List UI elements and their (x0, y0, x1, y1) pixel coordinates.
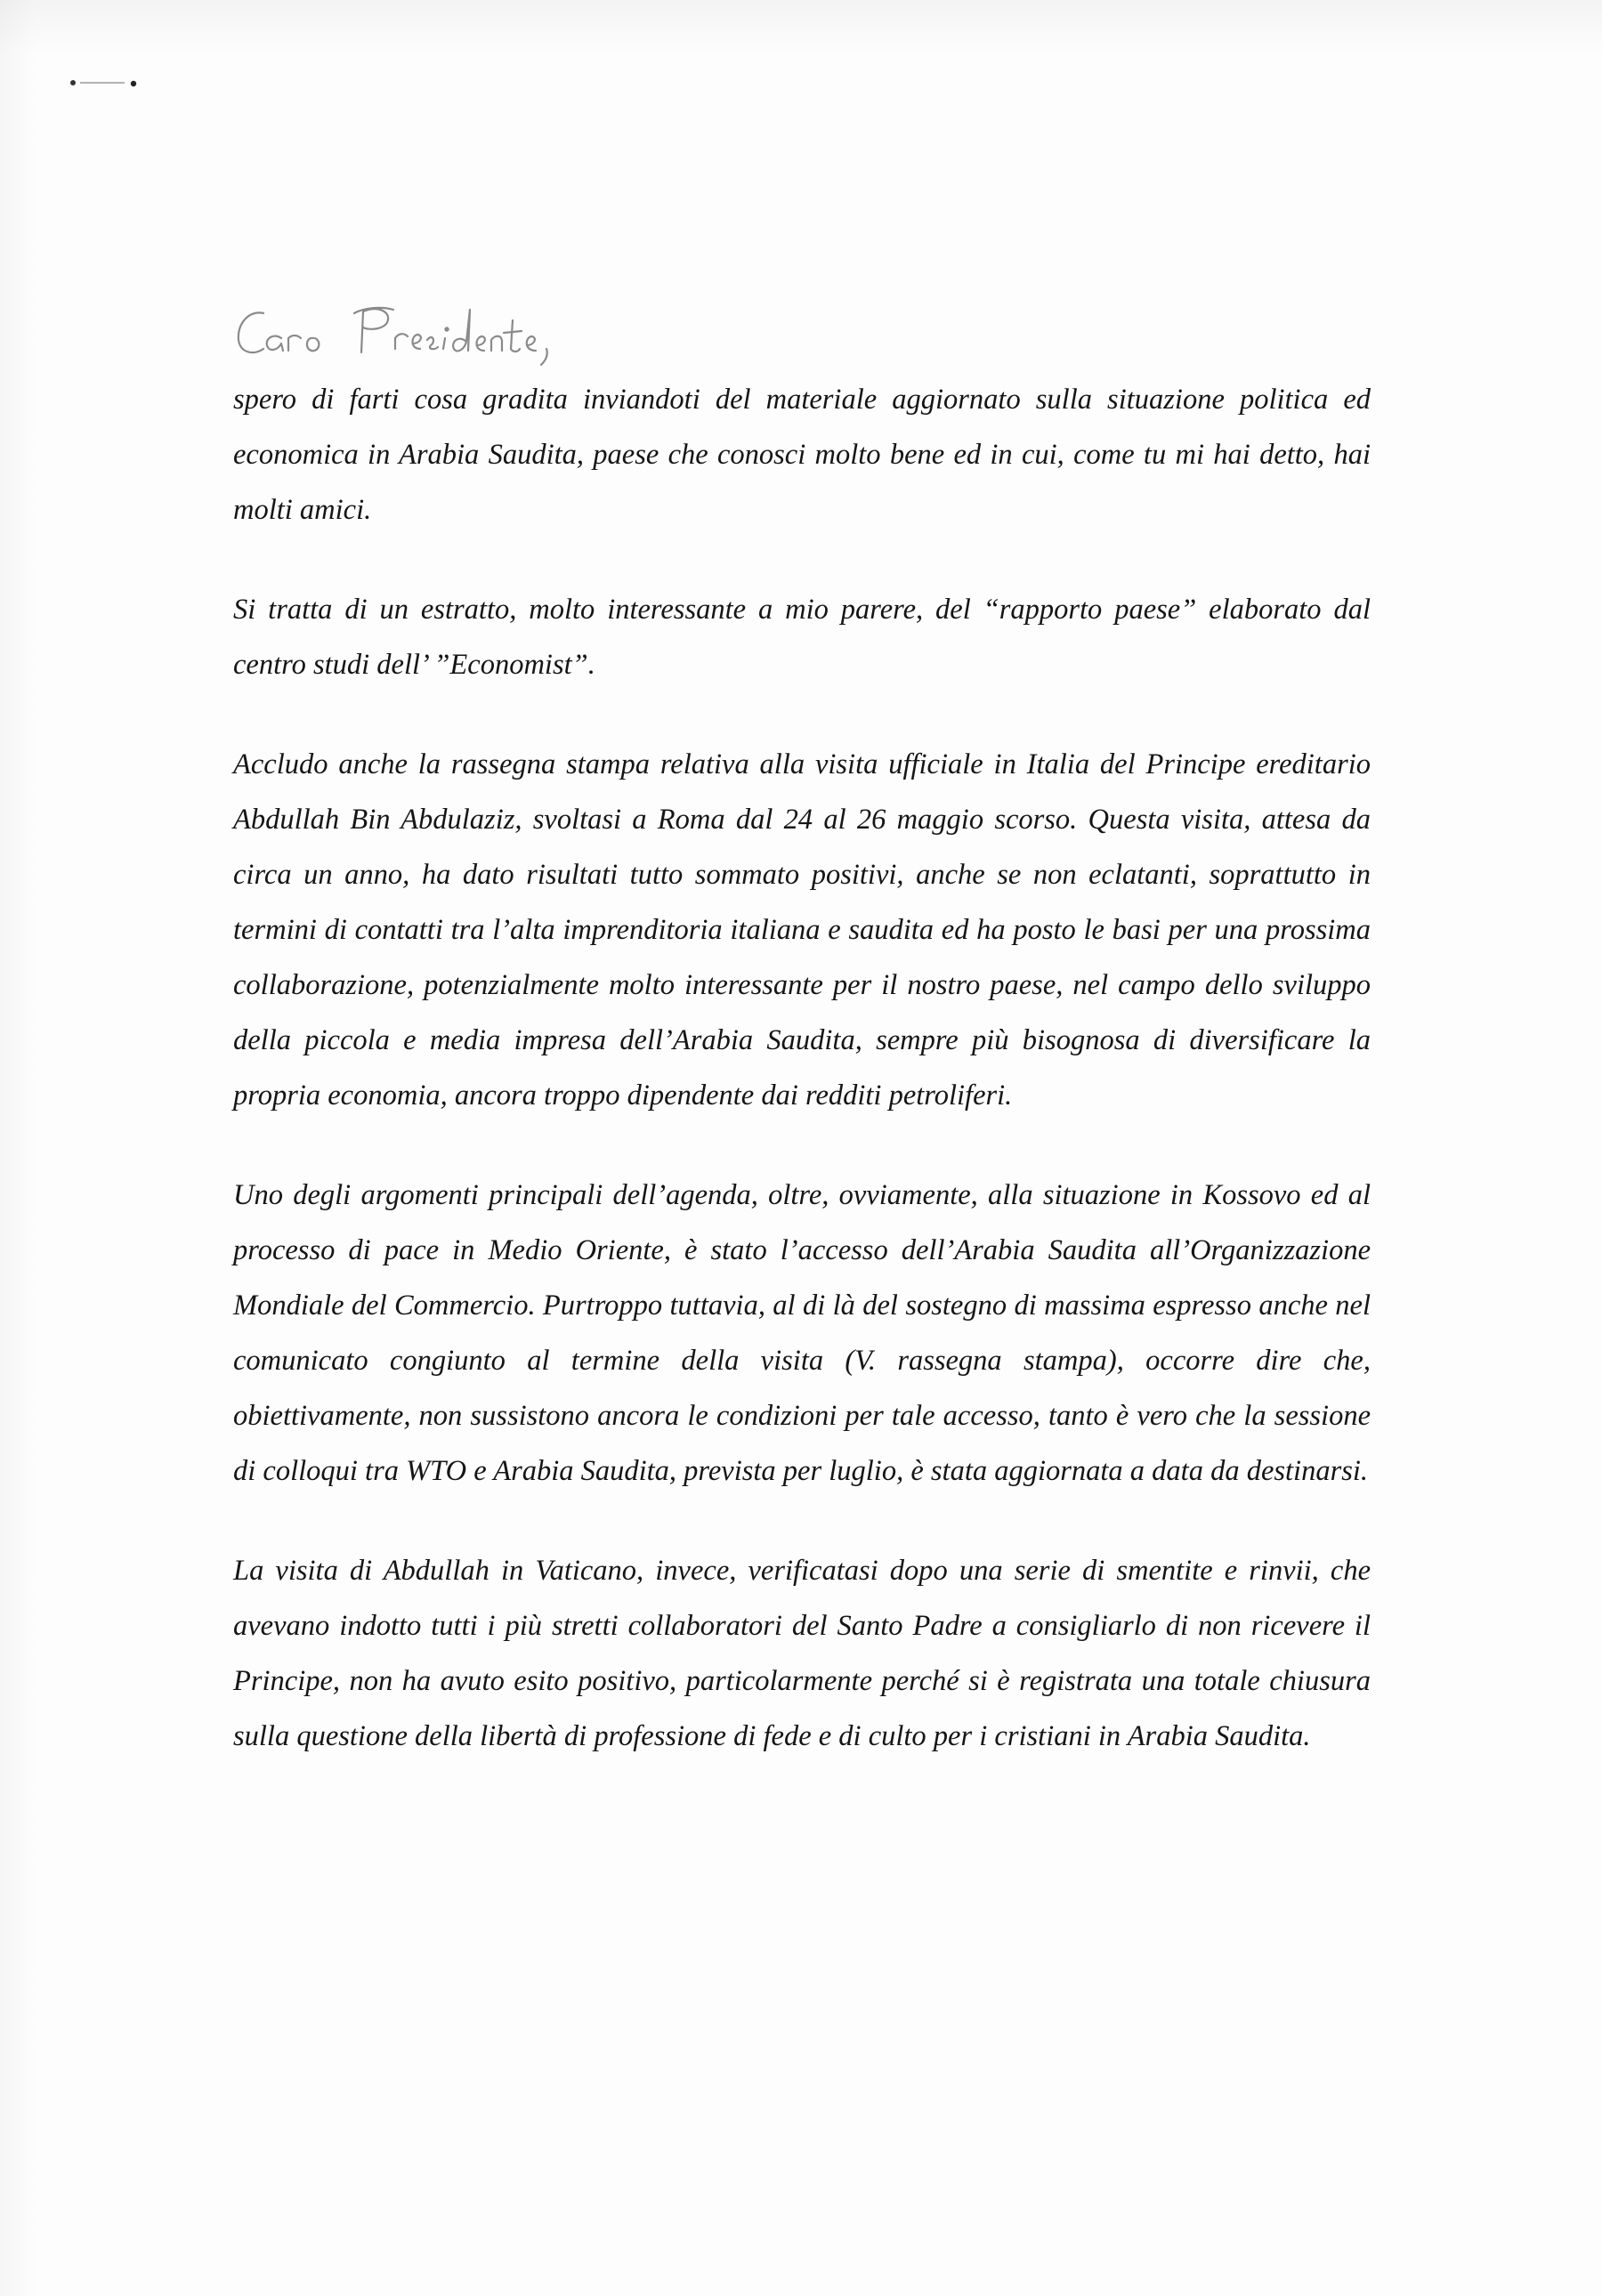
paragraph-2: Si tratta di un estratto, molto interessante a mio parere, del “rapporto paese” elaborato dal centro studi dell’ ”Economist”. (233, 594, 1371, 681)
scan-shadow-left (0, 0, 36, 2296)
paragraph-3: Accludo anche la rassegna stampa relativa alla visita ufficiale in Italia del Principe ereditario Abdullah Bin Abdulaziz, svoltasi a Roma dal 24 al 26 maggio scorso. Questa visita, attesa da circa un anno, ha dato risultati tutto sommato positivi, anche se non eclatanti, soprattutto in termini di contatti tra l’alta imprenditoria italiana e saudita ed ha posto le basi per una prossima collaborazione, potenzialmente molto interessante per il nostro paese, nel campo dello sviluppo della piccola e media impresa dell’Arabia Saudita, sempre più bisognosa di diversificare la propria economia, ancora troppo dipendente dai redditi petroliferi. (233, 748, 1371, 1112)
handwritten-salutation (230, 294, 692, 374)
paragraph-1: spero di farti cosa gradita inviandoti del materiale aggiornato sulla situazione politica ed economica in Arabia Saudita, paese che conosci molto bene ed in cui, come tu mi hai detto, hai molti amici. (233, 384, 1371, 526)
paragraph-5: La visita di Abdullah in Vaticano, invece, verificatasi dopo una serie di smentite e rinvii, che avevano indotto tutti i più stretti collaboratori del Santo Padre a consigliarlo di non ricevere il Principe, non ha avuto esito positivo, particolarmente perché si è registrata una totale chiusura sulla questione della libertà di professione di fede e di culto per i cristiani in Arabia Saudita. (233, 1555, 1371, 1752)
paragraph-4: Uno degli argomenti principali dell’agenda, oltre, ovviamente, alla situazione in Kossovo ed al processo di pace in Medio Oriente, è stato l’accesso dell’Arabia Saudita all’Organizzazione Mondiale del Commercio. Purtroppo tuttavia, al di là del sostegno di massima espresso anche nel comunicato congiunto al termine della visita (V. rassegna stampa), occorre dire che, obiettivamente, non sussistono ancora le condizioni per tale accesso, tanto è vero che la sessione di colloqui tra WTO e Arabia Saudita, prevista per luglio, è stata aggiornata a data da destinarsi. (233, 1179, 1371, 1487)
letter-body (233, 372, 1371, 1764)
punch-hole-marks (69, 77, 150, 89)
scan-shadow-top (0, 0, 1602, 53)
